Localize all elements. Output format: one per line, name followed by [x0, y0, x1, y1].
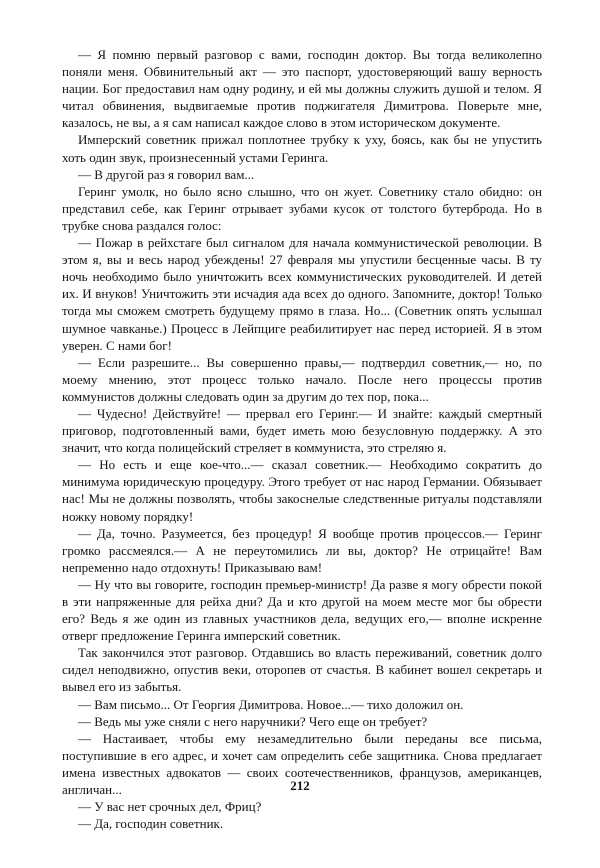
page-number: 212	[290, 778, 310, 793]
paragraph-8: — Но есть и еще кое-что...— сказал советник.— Необходимо сократить до минимума юридическую процедуру. Этого требует от нас народ Германии. Обязывает нас! Мы не должны позволять, чтобы закоснелые следственные ритуалы подставляли ножку новому порядку!	[62, 457, 542, 524]
paragraph-2: Имперский советник прижал поплотнее трубку к уху, боясь, как бы не упустить хоть один звук, произнесенный устами Геринга.	[62, 132, 542, 165]
paragraph-15: — У вас нет срочных дел, Фриц?	[78, 799, 262, 815]
paragraph-12: — Вам письмо... От Георгия Димитрова. Новое...— тихо доложил он.	[78, 696, 464, 712]
paragraph-13: — Ведь мы уже сняли с него наручники? Чего еще он требует?	[78, 713, 428, 729]
paragraph-4: Геринг умолк, но было ясно слышно, что он жует. Советнику стало обидно: он представил себе, как Геринг отрывает зубами кусок от толстого бутерброда. Но в трубке снова раздался голос:	[62, 183, 542, 233]
paragraph-6: — Если разрешите... Вы совершенно правы,— подтвердил советник,— но, по моему мнению, этот процесс только начало. После него процессы против коммунистов должны следовать один за другим до тех пор, пока...	[62, 354, 542, 404]
paragraph-9: — Да, точно. Разумеется, без процедур! Я вообще против процессов.— Геринг громко рассмеялся.— А не переутомились ли вы, доктор? Не отрицайте! Вам непременно надо отдохнуть! Приказываю вам!	[62, 525, 542, 575]
page-body	[62, 46, 542, 832]
paragraph-16: — Да, господин советник.	[78, 816, 224, 832]
paragraph-7: — Чудесно! Действуйте! — прервал его Геринг.— И знайте: каждый смертный приговор, подготовленный вами, будет иметь мою безусловную поддержку. А это значит, что когда полицейский стреляет в коммуниста, это стреляю я.	[62, 405, 542, 456]
paragraph-11: Так закончился этот разговор. Отдавшись во власть переживаний, советник долго сидел неподвижно, опустив веки, оторопев от счастья. В кабинет вошел секретарь и вывел его из забытья.	[62, 645, 542, 695]
paragraph-1: — Я помню первый разговор с вами, господин доктор. Вы тогда великолепно поняли меня. Обвинительный акт — это паспорт, удостоверяющий вашу верность нации. Бог предоставил нам одну родину, и ей мы должны служить душой и телом. Я читал обвинения, выдвигаемые против поджигателя Димитрова. Поверьте мне, казалось, не вы, а я сам написал каждое слово в этом историческом документе.	[62, 47, 542, 131]
paragraph-10: — Ну что вы говорите, господин премьер-министр! Да разве я могу обрести покой в эти напряженные для рейха дни? Да и кто другой на моем месте мог бы обрести его? Ведь я же один из главных участников дела, ведущих его,— вполне искренне отверг предложение Геринга имперский советник.	[62, 576, 542, 644]
paragraph-3: — В другой раз я говорил вам...	[78, 166, 255, 182]
paragraph-14: — Настаивает, чтобы ему незамедлительно были переданы все письма, поступившие в его адрес, и хочет сам определить себе защитника. Снова предлагает имена известных адвокатов — своих соотечественников, французов, американцев, англичан...	[62, 730, 542, 798]
paragraph-5: — Пожар в рейхстаге был сигналом для начала коммунистической революции. В этом я, вы и весь народ убеждены! 27 февраля мы упустили бесценные часы. В ту ночь необходимо было уничтожить всех коммунистических руководителей. И детей их. И внуков! Уничтожить эти исчадия ада всех до одного. Запомните, доктор! Только тогда мы сможем смотреть будущему прямо в глаза. Но... (Советник опять услышал шумное чавканье.) Процесс в Лейпциге реабилитирует нас перед историей. Я в этом уверен. С нами бог!	[62, 235, 542, 353]
